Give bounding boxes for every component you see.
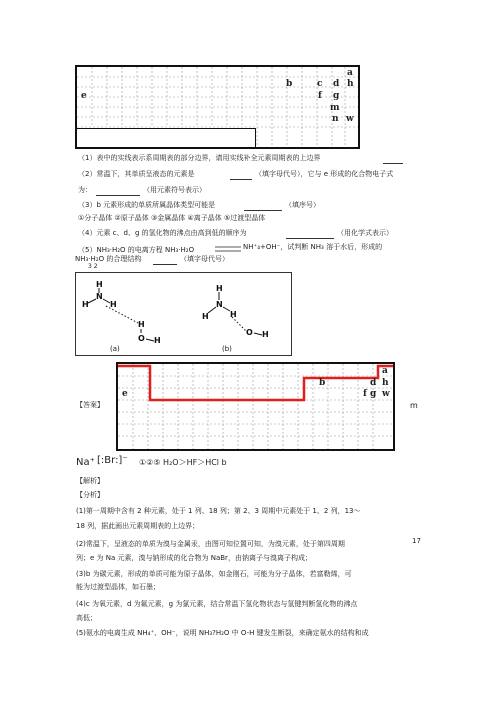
svg-text:H: H: [82, 300, 89, 309]
answer-line: ①②⑤ H₂O＞HF＞HCl b: [139, 458, 227, 467]
answer-label: 【答案】: [76, 401, 104, 409]
explanation-4b: 高低；: [76, 614, 97, 622]
svg-text:H: H: [110, 300, 117, 309]
question-2c: 为：: [78, 186, 92, 194]
periodic-table-grid: [77, 67, 358, 147]
equilibrium-arrow-icon: [215, 245, 241, 253]
element-m: m: [330, 103, 340, 113]
element-c: c: [317, 79, 323, 89]
element-a: a: [347, 68, 353, 78]
answer-element-w: w: [382, 389, 390, 399]
answer-blank: [230, 171, 252, 180]
fig-b-label: (b): [222, 345, 232, 353]
explanation-5a: (5)氨水的电离生成 NH₄⁺、OH⁻，说明 NH₃?H₂O 中 O-H 键发生断裂，来确定氨水的结构和成: [76, 629, 369, 637]
nabr-na: Na⁺: [76, 457, 95, 468]
answer-element-h: h: [382, 378, 389, 388]
explanation-2a: (2)常温下，呈液态的单质为溴与金属汞，由图可知位置可知，为溴元素，处于第四周期: [76, 540, 345, 548]
svg-text:O: O: [138, 334, 145, 343]
question-4: （4）元素 c、d、g 的氢化物的沸点由高到低的顺序为: [78, 229, 247, 237]
explanation-3b: 能为过渡型晶体，如石墨；: [76, 583, 160, 591]
explanation-2-num: 17: [412, 537, 421, 545]
element-w: w: [346, 114, 354, 124]
red-upper-boundary: [118, 366, 393, 400]
question-5b: NH⁺₄+OH⁻，试判断 NH₃ 溶于水后，形成的: [243, 243, 383, 251]
answer-blank: [153, 256, 177, 265]
question-5d: （填字母代号）: [180, 255, 229, 263]
answer-element-f: f: [363, 389, 367, 399]
element-d: d: [333, 79, 340, 89]
svg-text:O: O: [246, 328, 253, 337]
svg-text:H: H: [202, 312, 209, 321]
element-g: g: [333, 91, 340, 101]
element-e: e: [81, 91, 87, 101]
svg-text:H: H: [262, 330, 269, 339]
answer-m-label: m: [410, 401, 418, 410]
element-f: f: [318, 91, 322, 101]
question-3b: （填序号）: [285, 201, 320, 209]
svg-text:H: H: [96, 280, 103, 289]
answer-element-e: e: [122, 389, 128, 399]
question-3: （3）b 元素形成的单质所属晶体类型可能是: [78, 201, 216, 209]
answer-table-grid: [118, 364, 393, 449]
svg-text:H: H: [230, 310, 237, 319]
question-2d: （用元素符号表示）: [143, 186, 206, 194]
fenxi-heading: 【分析】: [76, 491, 104, 499]
answer-element-b: b: [319, 378, 326, 388]
answer-blank: [96, 187, 140, 196]
answer-periodic-table: [116, 362, 395, 451]
explanation-4a: (4)c 为氧元素，d 为氟元素，g 为氯元素，结合常温下氢化物状态与氢键判断氢化物的沸点: [76, 600, 358, 608]
answer-element-g: g: [370, 389, 377, 399]
question-1: （1）表中的实线表示系周期表的部分边界，请用实线补全元素周期表的上边界: [78, 154, 321, 162]
question-5: （5）NH₃·H₂O 的电离方程 NH₃·H₂O: [78, 246, 195, 254]
fig-a-label: (a): [110, 345, 120, 353]
element-n: n: [332, 114, 339, 124]
svg-text:H: H: [154, 336, 161, 345]
jiexi-heading: 【解析】: [76, 477, 104, 485]
svg-text:H: H: [216, 284, 223, 293]
element-h: h: [347, 79, 354, 89]
question-5c: NH₃·H₂O 的合理结构: [75, 255, 142, 263]
svg-text:N: N: [96, 292, 103, 301]
structure-figure: [75, 272, 292, 356]
explanation-3a: (3)b 为碳元素，形成的单质可能为原子晶体，如金刚石，可能为分子晶体，若富勒烯，可: [76, 570, 352, 578]
explanation-1b: 18 列，据此画出元素周期表的上边界；: [76, 522, 200, 530]
answer-blank: [244, 202, 282, 211]
ammonia-water-structures: [76, 273, 291, 355]
question-5-subscripts: 3 2: [88, 263, 98, 270]
question-2: （2）常温下，其单质呈液态的元素是: [78, 170, 195, 178]
answer-element-d: d: [370, 378, 377, 388]
question-2b: （填字母代号），它与 e 形成的化合物电子式: [255, 170, 394, 178]
periodic-table-figure: [75, 65, 360, 149]
svg-text:N: N: [216, 300, 223, 309]
answer-blank: [383, 155, 403, 164]
explanation-2b: 列；e 为 Na 元素，溴与钠形成的化合物为 NaBr，由钠离子与溴离子构成；: [76, 554, 312, 562]
explanation-1a: (1)第一周期中含有 2 种元素，处于 1 列、18 列；第 2、3 周期中元素处于 1、2 列，13～: [76, 507, 361, 515]
svg-text:H: H: [138, 320, 145, 329]
nabr-br: [:Br:]⁻: [97, 455, 128, 466]
element-b: b: [286, 79, 293, 89]
answer-blank: [286, 230, 334, 239]
question-4b: （用化学式表示）: [337, 229, 393, 237]
answer-element-a: a: [382, 366, 388, 376]
question-3-options: ①分子晶体 ②原子晶体 ③金属晶体 ④离子晶体 ⑤过渡型晶体: [78, 214, 266, 222]
